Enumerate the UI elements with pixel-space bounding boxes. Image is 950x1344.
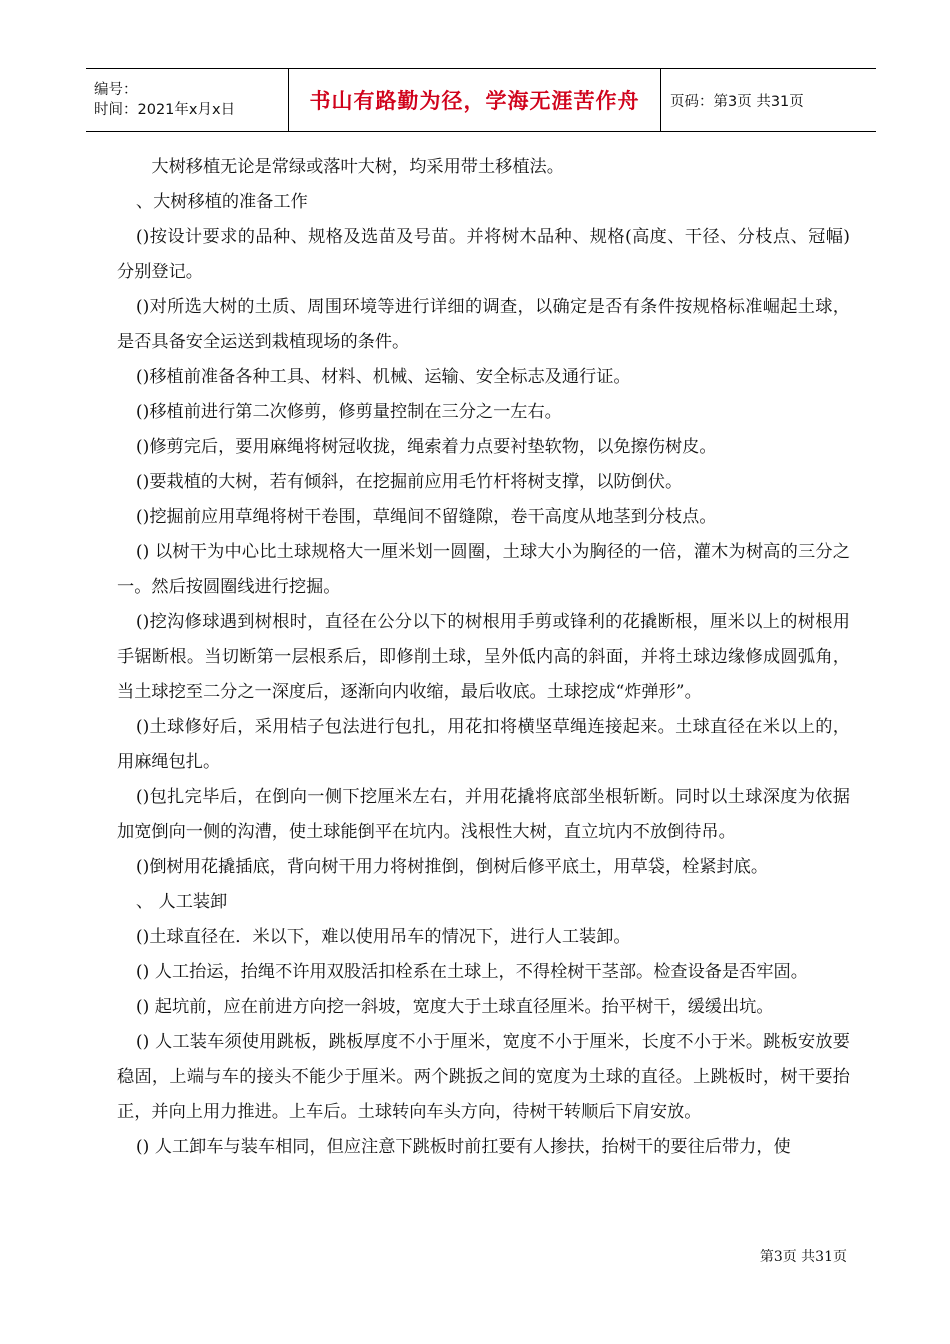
paragraph: ()土球修好后，采用桔子包法进行包扎，用花扣将横坚草绳连接起来。土球直径在米以上的，用麻绳包扎。	[117, 717, 850, 772]
header-page-number: 页码：第3页 共31页	[670, 93, 804, 110]
paragraph: ()修剪完后，要用麻绳将树冠收拢，绳索着力点要衬垫软物，以免擦伤树皮。	[135, 437, 717, 457]
paragraph: ()按设计要求的品种、规格及选苗及号苗。并将树木品种、规格(高度、干径、分枝点、冠幅)分别登记。	[117, 227, 850, 282]
paragraph: ()移植前进行第二次修剪，修剪量控制在三分之一左右。	[135, 402, 562, 422]
paragraph: () 起坑前，应在前进方向挖一斜坡，宽度大于土球直径厘米。抬平树干，缓缓出坑。	[135, 997, 774, 1017]
header-motto: 书山有路勤为径，学海无涯苦作舟	[288, 69, 661, 131]
page-header	[86, 68, 876, 132]
page-footer-number: 第3页 共31页	[759, 1249, 847, 1265]
paragraph: ()倒树用花撬插底，背向树干用力将树推倒，倒树后修平底土，用草袋，栓紧封底。	[135, 857, 769, 877]
paragraph: ()挖沟修球遇到树根时，直径在公分以下的树根用手剪或锋利的花撬断根，厘米以上的树根用手锯断根。当切断第一层根系后，即修削土球，呈外低内高的斜面，并将土球边缘修成圆弧角，当土球挖至二分之一深度后，逐渐向内收缩，最后收底。土球挖成“炸弹形”。	[117, 612, 850, 702]
paragraph: ()移植前准备各种工具、材料、机械、运输、安全标志及通行证。	[135, 367, 631, 387]
document-date-label: 时间：2021年x月x日	[94, 102, 236, 118]
paragraph: ()包扎完毕后，在倒向一侧下挖厘米左右，并用花撬将底部坐根斩断。同时以土球深度为依据加宽倒向一侧的沟漕，使土球能倒平在坑内。浅根性大树，直立坑内不放倒待吊。	[117, 787, 850, 842]
paragraph: ()要栽植的大树，若有倾斜，在挖掘前应用毛竹杆将树支撑，以防倒伏。	[135, 472, 683, 492]
document-body	[117, 150, 850, 1165]
document-code-label: 编号：	[94, 82, 138, 98]
paragraph: () 人工抬运，抬绳不许用双股活扣栓系在土球上，不得栓树干茎部。检查设备是否牢固。	[135, 962, 808, 982]
section-heading-manual-loading: 、 人工装卸	[135, 892, 228, 912]
paragraph: () 人工装车须使用跳板，跳板厚度不小于厘米，宽度不小于厘米，长度不小于米。跳板安放要稳固，上端与车的接头不能少于厘米。两个跳扳之间的宽度为土球的直径。上跳板时，树干要抬正，并向上用力推进。上车后。土球转向车头方向，待树干转顺后下肩安放。	[117, 1032, 850, 1122]
header-meta	[86, 69, 288, 131]
paragraph: ()对所选大树的土质、周围环境等进行详细的调查，以确定是否有条件按规格标准崛起土球，是否具备安全运送到栽植现场的条件。	[117, 297, 850, 352]
paragraph: ()土球直径在．米以下，难以使用吊车的情况下，进行人工装卸。	[135, 927, 631, 947]
paragraph-intro: 大树移植无论是常绿或落叶大树，均采用带土移植法。	[151, 157, 564, 177]
paragraph: ()挖掘前应用草绳将树干卷围，草绳间不留缝隙，卷干高度从地茎到分枝点。	[135, 507, 717, 527]
section-heading-preparation: 、大树移植的准备工作	[135, 192, 308, 212]
paragraph: () 以树干为中心比土球规格大一厘米划一圆圈，土球大小为胸径的一倍，灌木为树高的三分之一。然后按圆圈线进行挖掘。	[117, 542, 850, 597]
paragraph: () 人工卸车与装车相同，但应注意下跳板时前扛要有人掺扶，抬树干的要往后带力，使	[135, 1137, 791, 1157]
